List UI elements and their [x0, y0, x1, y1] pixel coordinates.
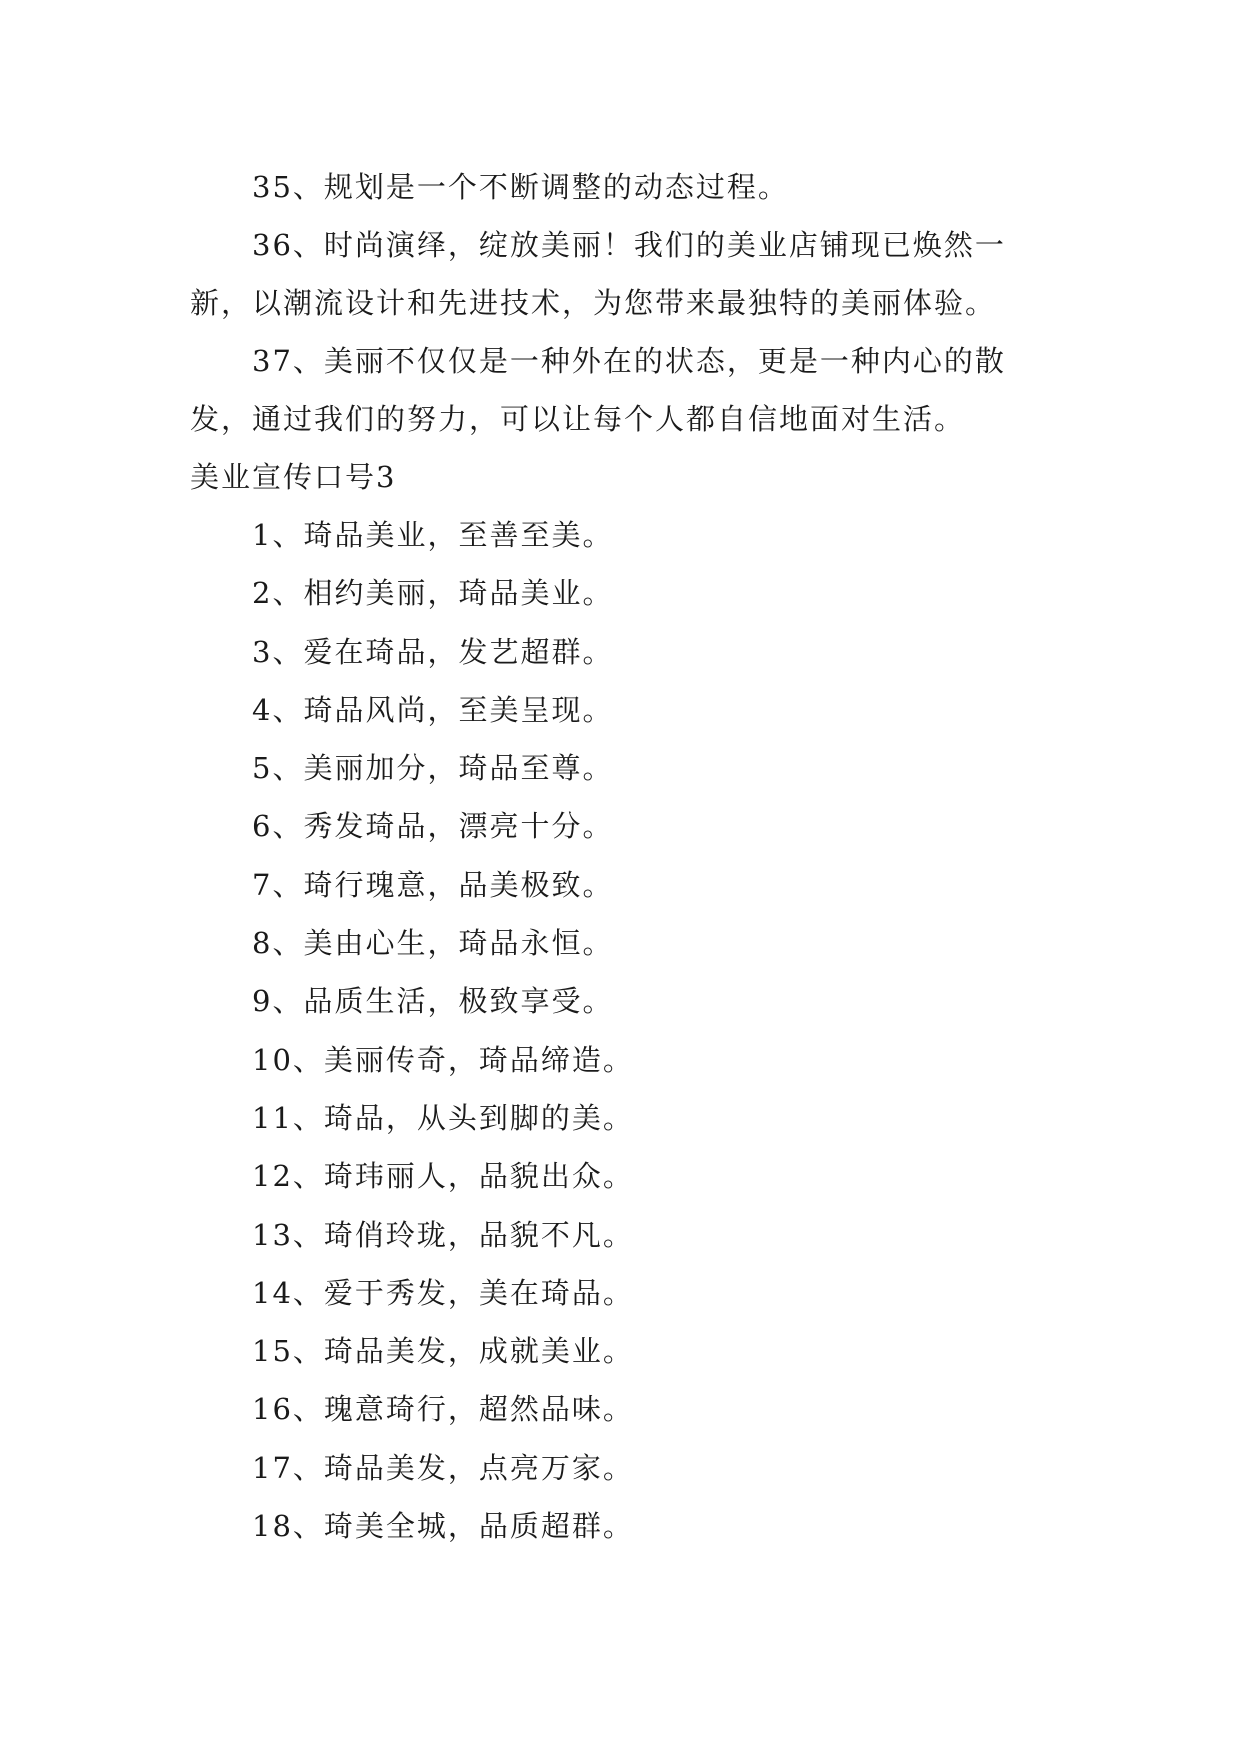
list-item: 13、琦俏玲珑，品貌不凡。 — [252, 1217, 634, 1252]
list-item: 7、琦行瑰意，品美极致。 — [252, 867, 614, 902]
paragraph-line: 新，以潮流设计和先进技术，为您带来最独特的美丽体验。 — [190, 286, 997, 320]
list-item: 1、琦品美业，至善至美。 — [252, 518, 614, 552]
paragraph-36 — [190, 216, 1090, 332]
list-item: 10、美丽传奇，琦品缔造。 — [252, 1042, 634, 1077]
list-item: 9、品质生活，极致享受。 — [252, 984, 614, 1019]
list-item: 17、琦品美发，点亮万家。 — [252, 1450, 634, 1485]
list-item: 14、爱于秀发，美在琦品。 — [252, 1275, 634, 1310]
list-item: 3、爱在琦品，发艺超群。 — [252, 634, 614, 669]
list-item: 15、琦品美发，成就美业。 — [252, 1334, 634, 1369]
paragraph-37 — [190, 332, 1090, 448]
list-item: 16、瑰意琦行，超然品味。 — [252, 1392, 634, 1427]
list-item: 8、美由心生，琦品永恒。 — [252, 926, 614, 961]
document-body — [190, 158, 1090, 1555]
list-item: 11、琦品，从头到脚的美。 — [252, 1100, 634, 1135]
list-item: 18、琦美全城，品质超群。 — [252, 1509, 634, 1544]
paragraph-line: 37、美丽不仅仅是一种外在的状态，更是一种内心的散 — [252, 344, 1006, 378]
list-item: 5、美丽加分，琦品至尊。 — [252, 751, 614, 786]
list-item: 2、相约美丽，琦品美业。 — [252, 576, 614, 611]
slogan-list — [190, 506, 1090, 1555]
list-item: 12、琦玮丽人，品貌出众。 — [252, 1159, 634, 1194]
paragraph-line: 36、时尚演绎，绽放美丽！我们的美业店铺现已焕然一 — [252, 228, 1006, 262]
paragraph-line: 发，通过我们的努力，可以让每个人都自信地面对生活。 — [190, 402, 966, 436]
paragraph-line: 35、规划是一个不断调整的动态过程。 — [252, 170, 789, 204]
list-item: 4、琦品风尚，至美呈现。 — [252, 692, 614, 727]
list-item: 6、秀发琦品，漂亮十分。 — [252, 809, 614, 844]
paragraph-35 — [190, 158, 1090, 216]
section-heading: 美业宣传口号3 — [190, 460, 397, 494]
